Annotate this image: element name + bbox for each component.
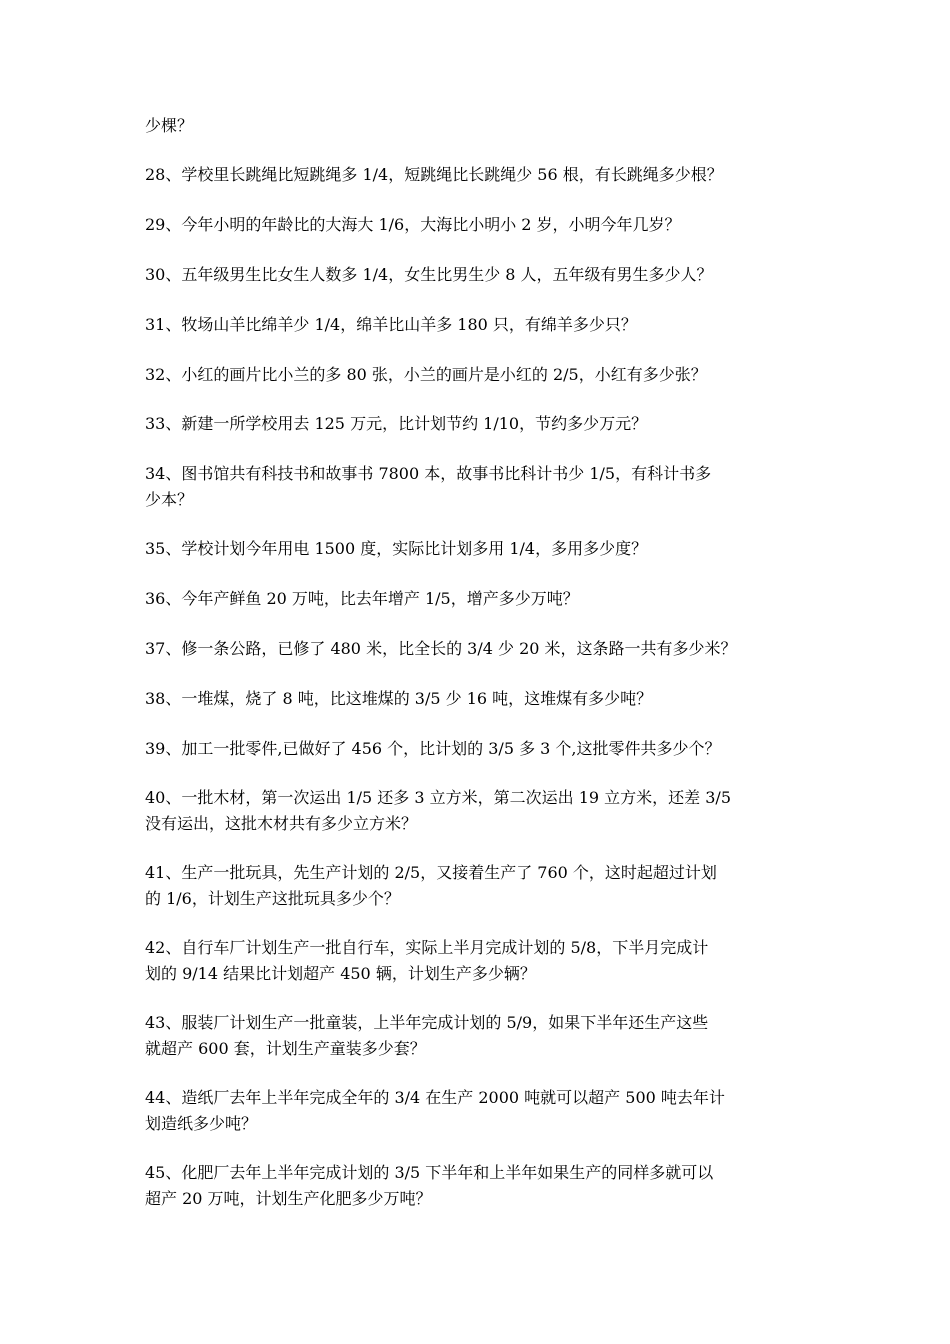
problem-31: 31、牧场山羊比绵羊少 1/4，绵羊比山羊多 180 只，有绵羊多少只？ — [145, 315, 637, 334]
problem-35: 35、学校计划今年用电 1500 度，实际比计划多用 1/4，多用多少度？ — [145, 539, 648, 558]
problem-32: 32、小红的画片比小兰的多 80 张，小兰的画片是小红的 2/5，小红有多少张？ — [145, 365, 707, 384]
problem-29: 29、今年小明的年龄比的大海大 1/6，大海比小明小 2 岁，小明今年几岁？ — [145, 215, 681, 234]
problem-42-line-2: 划的 9/14 结果比计划超产 450 辆，计划生产多少辆？ — [145, 964, 536, 983]
problem-43-line-1: 43、服装厂计划生产一批童装，上半年完成计划的 5/9，如果下半年还生产这些 — [145, 1013, 709, 1032]
problem-39: 39、加工一批零件,已做好了 456 个，比计划的 3/5 多 3 个,这批零件共多少个？ — [145, 739, 721, 758]
problem-42-line-1: 42、自行车厂计划生产一批自行车，实际上半月完成计划的 5/8，下半月完成计 — [145, 938, 709, 957]
problem-44-line-2: 划造纸多少吨？ — [145, 1114, 258, 1133]
problem-30: 30、五年级男生比女生人数多 1/4，女生比男生少 8 人，五年级有男生多少人？ — [145, 265, 713, 284]
problem-41-line-1: 41、生产一批玩具，先生产计划的 2/5，又接着生产了 760 个，这时起超过计划 — [145, 863, 717, 882]
problem-40-line-1: 40、一批木材，第一次运出 1/5 还多 3 立方米，第二次运出 19 立方米，还差 3/5 — [145, 788, 732, 807]
problem-33: 33、新建一所学校用去 125 万元，比计划节约 1/10，节约多少万元？ — [145, 414, 648, 433]
problem-45-line-2: 超产 20 万吨，计划生产化肥多少万吨？ — [145, 1189, 432, 1208]
problem-45-line-1: 45、化肥厂去年上半年完成计划的 3/5 下半年和上半年如果生产的同样多就可以 — [145, 1163, 714, 1182]
problem-38: 38、一堆煤，烧了 8 吨，比这堆煤的 3/5 少 16 吨，这堆煤有多少吨？ — [145, 689, 653, 708]
problem-44-line-1: 44、造纸厂去年上半年完成全年的 3/4 在生产 2000 吨就可以超产 500 吨去年计 — [145, 1088, 725, 1107]
problem-28: 28、学校里长跳绳比短跳绳多 1/4，短跳绳比长跳绳少 56 根，有长跳绳多少根？ — [145, 165, 723, 184]
problem-37: 37、修一条公路，已修了 480 米，比全长的 3/4 少 20 米，这条路一共有多少米？ — [145, 639, 737, 658]
continuation-text: 少棵？ — [145, 116, 194, 135]
problem-40-line-2: 没有运出，这批木材共有多少立方米？ — [145, 814, 418, 833]
problem-41-line-2: 的 1/6，计划生产这批玩具多少个？ — [145, 889, 400, 908]
problem-36: 36、今年产鲜鱼 20 万吨，比去年增产 1/5，增产多少万吨？ — [145, 589, 579, 608]
problem-34-line-1: 34、图书馆共有科技书和故事书 7800 本，故事书比科计书少 1/5，有科计书多 — [145, 464, 712, 483]
problem-43-line-2: 就超产 600 套，计划生产童装多少套？ — [145, 1039, 426, 1058]
problem-34-line-2: 少本？ — [145, 490, 194, 509]
